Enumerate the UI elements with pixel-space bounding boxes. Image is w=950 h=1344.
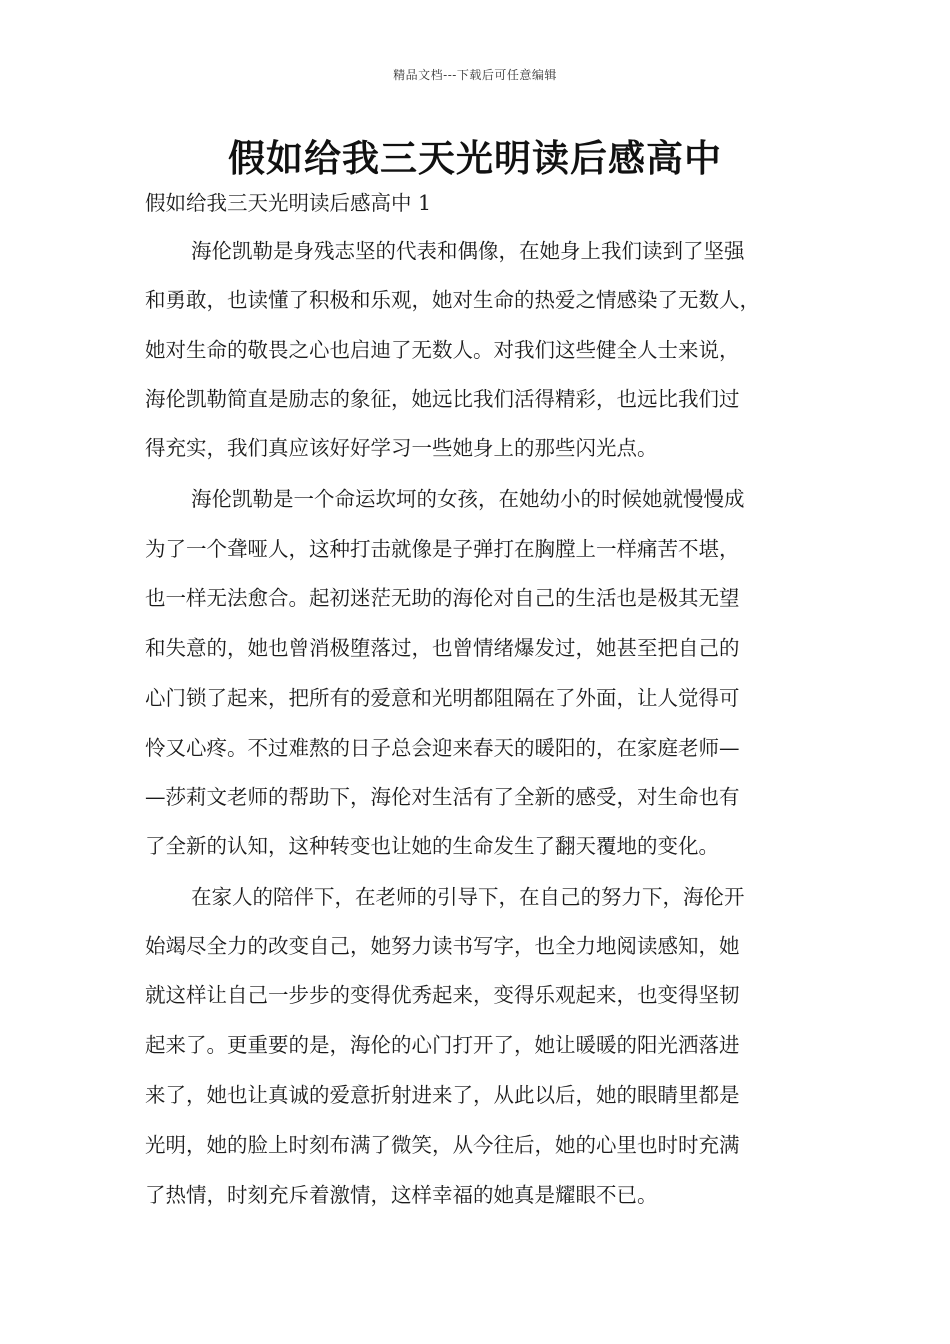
document-subtitle: 假如给我三天光明读后感高中 1 <box>145 191 432 215</box>
body-line: 始竭尽全力的改变自己，她努力读书写字，也全力地阅读感知，她 <box>145 934 740 958</box>
body-line: 为了一个聋哑人，这种打击就像是子弹打在胸膛上一样痛苦不堪， <box>145 537 740 561</box>
body-line: 怜又心疼。不过难熬的日子总会迎来春天的暖阳的，在家庭老师— <box>145 736 740 760</box>
body-line: 起来了。更重要的是，海伦的心门打开了，她让暖暖的阳光洒落进 <box>145 1033 740 1057</box>
body-line: 得充实，我们真应该好好学习一些她身上的那些闪光点。 <box>145 436 658 460</box>
body-line: 海伦凯勒是身残志坚的代表和偶像，在她身上我们读到了坚强 <box>191 239 745 263</box>
body-line: 和失意的，她也曾消极堕落过，也曾情绪爆发过，她甚至把自己的 <box>145 636 740 660</box>
body-line: —莎莉文老师的帮助下，海伦对生活有了全新的感受，对生命也有 <box>145 785 740 809</box>
body-line: 海伦凯勒是一个命运坎坷的女孩，在她幼小的时候她就慢慢成 <box>191 487 745 511</box>
body-line: 海伦凯勒简直是励志的象征，她远比我们活得精彩，也远比我们过 <box>145 387 740 411</box>
body-line: 在家人的陪伴下，在老师的引导下，在自己的努力下，海伦开 <box>191 885 745 909</box>
body-line: 了热情，时刻充斥着激情，这样幸福的她真是耀眼不已。 <box>145 1183 658 1207</box>
header-note: 精品文档---下载后可任意编辑 <box>393 68 557 82</box>
body-line: 和勇敢，也读懂了积极和乐观，她对生命的热爱之情感染了无数人， <box>145 288 760 312</box>
body-line: 光明，她的脸上时刻布满了微笑，从今往后，她的心里也时时充满 <box>145 1133 740 1157</box>
body-line: 心门锁了起来，把所有的爱意和光明都阻隔在了外面，让人觉得可 <box>145 686 740 710</box>
body-line: 也一样无法愈合。起初迷茫无助的海伦对自己的生活也是极其无望 <box>145 586 740 610</box>
body-line: 了全新的认知，这种转变也让她的生命发生了翻天覆地的变化。 <box>145 834 719 858</box>
body-line: 她对生命的敬畏之心也启迪了无数人。对我们这些健全人士来说， <box>145 338 740 362</box>
document-title: 假如给我三天光明读后感高中 <box>228 136 722 180</box>
body-line: 就这样让自己一步步的变得优秀起来，变得乐观起来，也变得坚韧 <box>145 983 740 1007</box>
body-line: 来了，她也让真诚的爱意折射进来了，从此以后，她的眼睛里都是 <box>145 1083 740 1107</box>
